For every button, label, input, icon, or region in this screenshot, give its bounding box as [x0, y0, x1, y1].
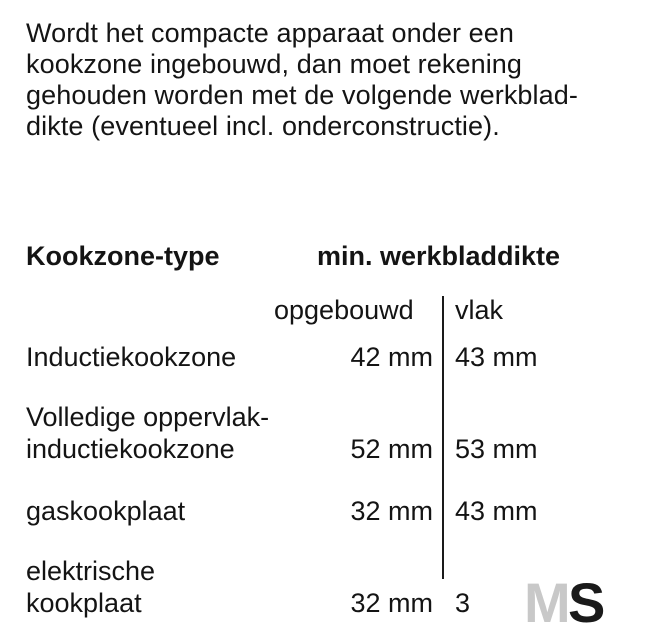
value-vlak: 43 mm [455, 342, 538, 372]
value-vlak: 43 mm [455, 496, 538, 526]
column-divider [442, 296, 444, 579]
value-opgebouwd: 32 mm [350, 496, 433, 526]
row-label-gaskookplaat: gaskookplaat [26, 496, 186, 526]
row-label-volledige-oppervlak: Volledige oppervlak- inductiekookzone [26, 402, 270, 464]
column-header-type: Kookzone-type [26, 241, 220, 271]
row-label-elektrische-kookplaat: elektrische kookplaat [26, 556, 156, 618]
value-opgebouwd: 32 mm [350, 588, 433, 618]
value-opgebouwd: 42 mm [350, 342, 433, 372]
watermark-letter-s: S [568, 571, 606, 634]
row-label-inductiekookzone: Inductiekookzone [26, 342, 237, 372]
value-opgebouwd: 52 mm [350, 434, 433, 464]
value-vlak: 3 [455, 588, 471, 618]
column-header-thickness: min. werkbladdikte [317, 241, 561, 271]
watermark-letter-m: M [524, 571, 567, 634]
intro-line: kookzone ingebouwd, dan moet rekening [26, 49, 523, 79]
value-vlak: 53 mm [455, 434, 538, 464]
intro-paragraph [26, 18, 666, 142]
intro-line: gehouden worden met de volgende werkblad- [26, 80, 578, 110]
watermark-logo [522, 570, 612, 634]
intro-line: dikte (eventueel incl. onderconstructie). [26, 111, 500, 141]
intro-line: Wordt het compacte apparaat onder een [26, 18, 515, 48]
subheader-opgebouwd: opgebouwd [274, 295, 414, 325]
subheader-vlak: vlak [455, 295, 504, 325]
